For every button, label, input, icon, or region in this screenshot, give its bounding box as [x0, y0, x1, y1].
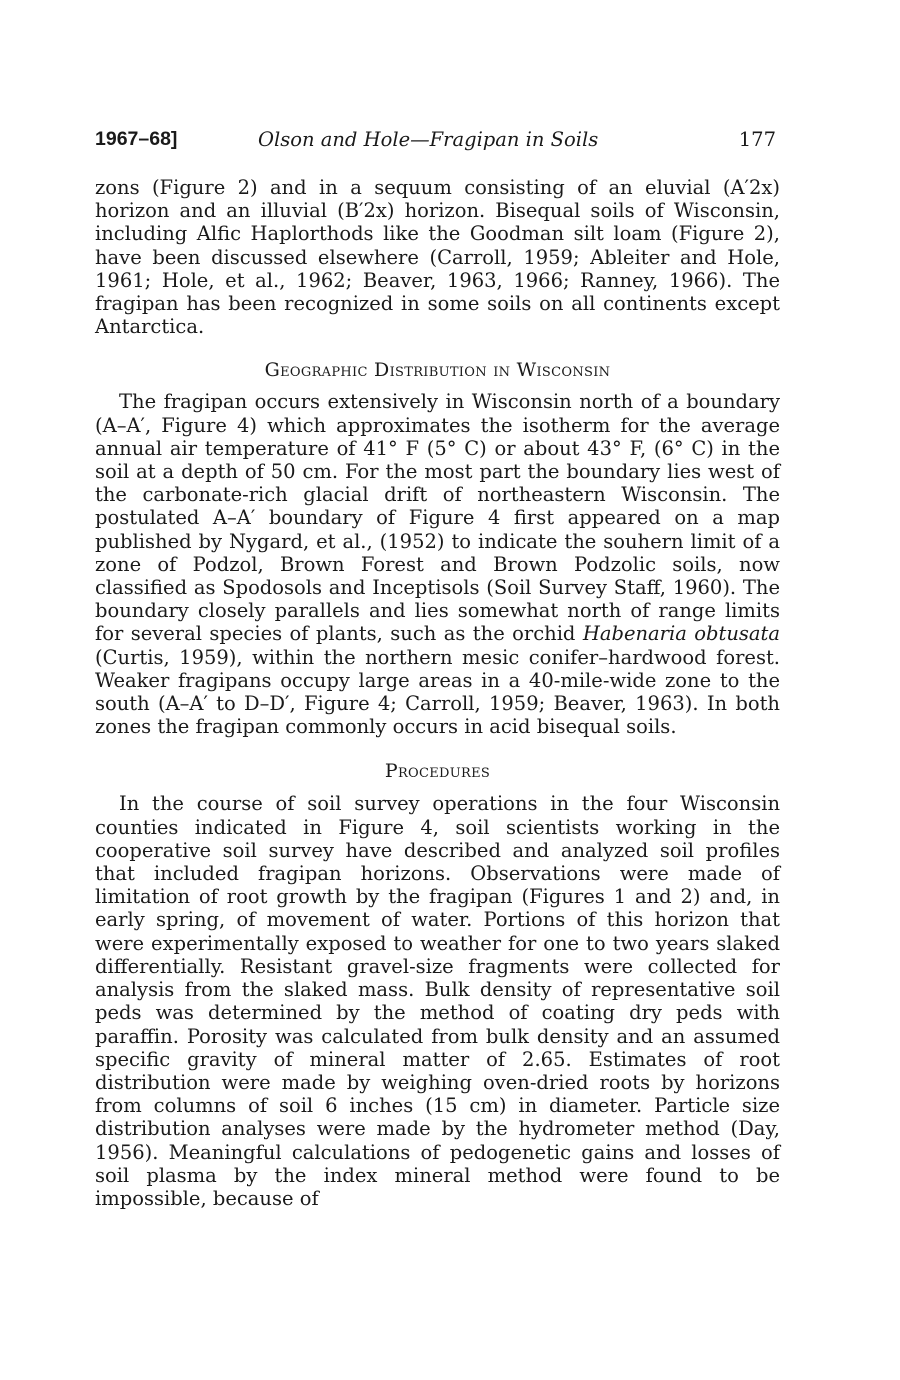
running-head: [95, 124, 780, 154]
paragraph-text: (Curtis, 1959), within the northern mesic conifer–hardwood forest. Weaker fragipans occupy large areas in a 40-mile-wide zone to the south (A–A′ to D–D′, Figure 4; Carroll, 1959; Beaver, 1963). In both zones the fragipan commonly occurs in acid bisequal soils.: [95, 645, 780, 739]
journal-page: [95, 124, 780, 1210]
running-title: Olson and Hole—Fragipan in Soils: [258, 128, 599, 151]
section-heading-procedures: Procedures: [384, 760, 491, 783]
paragraph-text: The fragipan occurs extensively in Wisconsin north of a boundary (A–A′, Figure 4) which approximates the isotherm for the average annual air temperature of 41° F (5° C) or about 43° F, (6° C) in the soil at a depth of 50 cm. For the most part the boundary lies west of the carbonate-rich glacial drift of northeastern Wisconsin. The postulated A–A′ boundary of Figure 4 first appeared on a map published by Nygard, et al., (1952) to indicate the souhern limit of a zone of Podzol, Brown Forest and Brown Podzolic soils, now classified as Spodosols and Inceptisols (Soil Survey Staff, 1960). The boundary closely parallels and lies somewhat north of range limits for several species of plants, such as the orchid: [95, 390, 780, 646]
paragraph-geographic-distribution: [95, 390, 780, 738]
volume-year: 1967–68]: [95, 128, 178, 150]
paragraph-continued: zons (Figure 2) and in a sequum consisting of an eluvial (A′2x) horizon and an illuvial (B′2x) horizon. Bisequal soils of Wisconsin, including Alfic Haplorthods like the Goodman silt loam (Figure 2), have been discussed elsewhere (Carroll, 1959; Ableiter and Hole, 1961; Hole, et al., 1962; Beaver, 1963, 1966; Ranney, 1966). The fragipan has been recognized in some soils on all continents except Antarctica.: [95, 176, 780, 339]
section-heading-geographic-distribution: Geographic Distribution in Wisconsin: [264, 359, 611, 382]
page-number: 177: [738, 128, 776, 151]
species-name: Habenaria obtusata: [582, 622, 780, 646]
paragraph-procedures: In the course of soil survey operations in the four Wisconsin counties indicated in Figure 4, soil scientists working in the cooperative soil survey have described and analyzed soil profiles that included fragipan horizons. Observations were made of limitation of root growth by the fragipan (Figures 1 and 2) and, in early spring, of movement of water. Portions of this horizon that were experimentally exposed to weather for one to two years slaked differentially. Resistant gravel-size fragments were collected for analysis from the slaked mass. Bulk density of representative soil peds was determined by the method of coating dry peds with paraffin. Porosity was calculated from bulk density and an assumed specific gravity of mineral matter of 2.65. Estimates of root distribution were made by weighing oven-dried roots by horizons from columns of soil 6 inches (15 cm) in diameter. Particle size distribution analyses were made by the hydrometer method (Day, 1956). Meaningful calculations of pedogenetic gains and losses of soil plasma by the index mineral method were found to be impossible, because of: [95, 792, 780, 1210]
